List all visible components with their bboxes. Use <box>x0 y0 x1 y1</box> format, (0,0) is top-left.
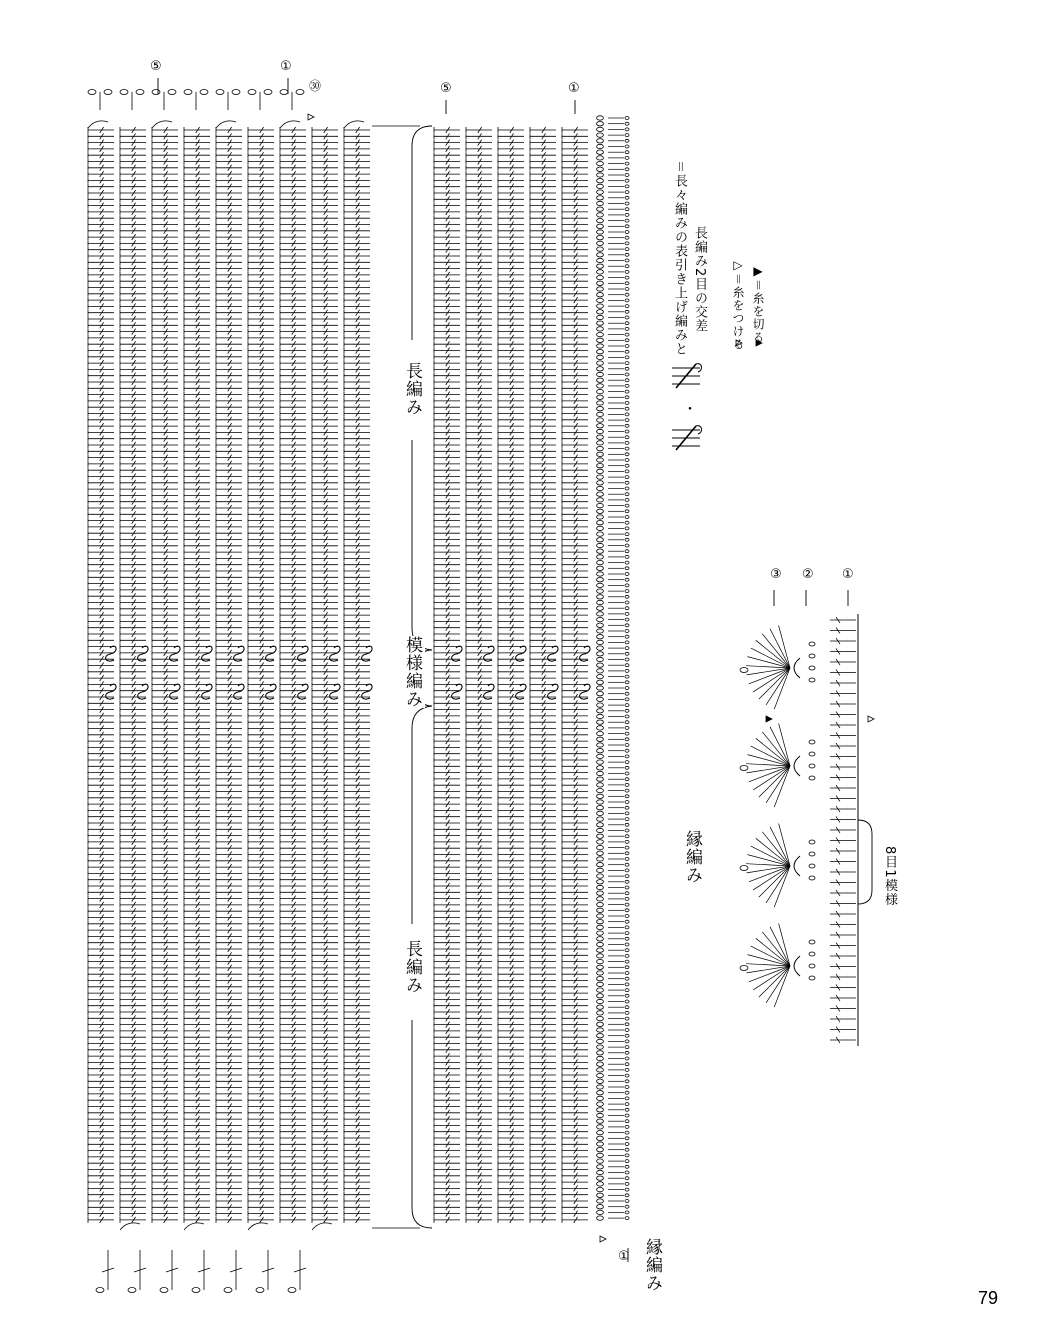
legend-attach: ▷＝糸をつける <box>731 258 745 352</box>
label-dc-top: 長編み <box>402 362 422 416</box>
page-number: 79 <box>978 1288 999 1308</box>
row-marker-1-mid: ① <box>568 81 580 96</box>
legend-separator: ・ <box>683 402 697 418</box>
legend-cut: ▶＝糸を切る <box>751 264 765 345</box>
label-edging-right: 縁編み <box>682 830 702 884</box>
row-marker-30: ㉚ <box>309 79 322 93</box>
edge-row-marker-1: ① <box>842 567 854 582</box>
label-dc-bottom: 長編み <box>402 940 422 994</box>
row-marker-5-left: ⑤ <box>150 59 162 74</box>
label-repeat: 8目1模様 <box>882 846 897 907</box>
row-marker-1-left: ① <box>280 59 292 74</box>
edging-chart <box>740 590 874 1046</box>
edge-row-marker-3: ③ <box>770 567 782 582</box>
edge-row-marker-2: ② <box>802 567 814 582</box>
label-edging-left: 縁編み <box>642 1238 662 1292</box>
main-chart-grid-right <box>434 127 588 1223</box>
label-pattern-stitch: 模様編み <box>400 636 425 708</box>
legend-cross-desc-2: 長編み2目の交差 <box>692 226 707 334</box>
row-marker-1-bottom: ① <box>618 1249 630 1264</box>
legend-symbols <box>672 340 762 450</box>
main-chart-grid <box>88 127 370 1223</box>
row-marker-5-mid: ⑤ <box>440 81 452 96</box>
chart-decorations <box>88 78 628 1293</box>
legend-cross-desc-1: ＝長々編みの表引き上げ編みと <box>672 160 687 357</box>
chain-column <box>597 116 629 1221</box>
